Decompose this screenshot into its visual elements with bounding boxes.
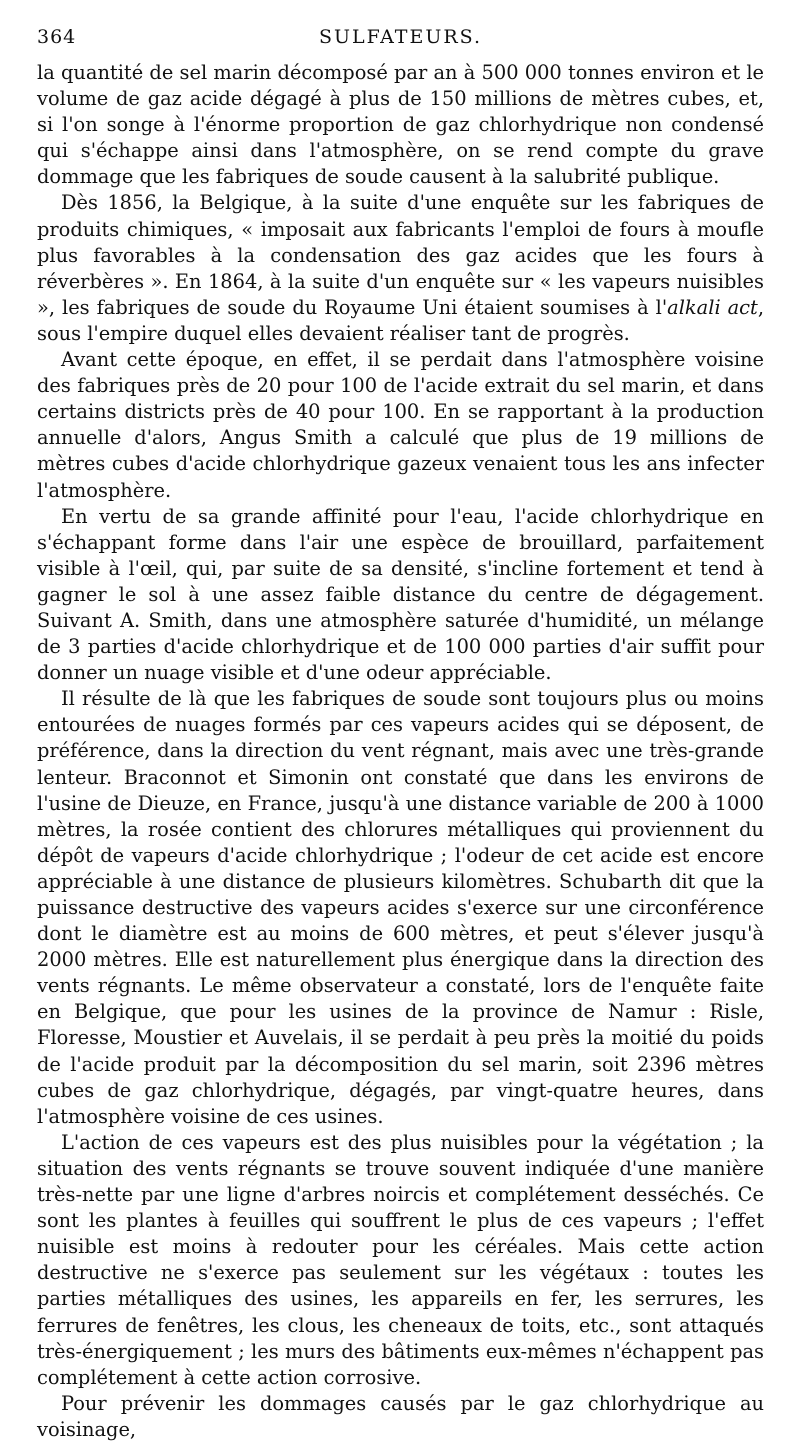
alkali-act-italic: alkali act bbox=[667, 295, 758, 319]
running-head bbox=[37, 26, 764, 60]
body-text bbox=[37, 60, 764, 1443]
paragraph-nuages-acides: Il résulte de là que les fabriques de soude sont toujours plus ou moins entourées de nuages formés par ces vapeurs acides qui se déposent, de préférence, dans la direction du vent régnant, mais avec une très-grande lenteur. Braconnot et Simonin ont constaté que dans les environs de l'usine de Dieuze, en France, jusqu'à une distance variable de 200 à 1000 mètres, la rosée contient des chlorures métalliques qui proviennent du dépôt de vapeurs d'acide chlorhydrique ; l'odeur de cet acide est encore appréciable à une distance de plusieurs kilomètres. Schubarth dit que la puissance destructive des vapeurs acides s'exerce sur une circonférence dont le diamètre est au moins de 600 mètres, et peut s'élever jusqu'à 2000 mètres. Elle est naturellement plus énergique dans la direction des vents régnants. Le même observateur a constaté, lors de l'enquête faite en Belgique, que pour les usines de la province de Namur : Risle, Floresse, Moustier et Auvelais, il se perdait à peu près la moitié du poids de l'acide produit par la décomposition du sel marin, soit 2396 mètres cubes de gaz chlorhydrique, dégagés, par vingt-quatre heures, dans l'atmosphère voisine de ces usines. bbox=[37, 687, 764, 1128]
paragraph-affinite-eau: En vertu de sa grande affinité pour l'eau, l'acide chlorhydrique en s'échappant forme dans l'air une espèce de brouillard, parfaitement visible à l'œil, qui, par suite de sa densité, s'incline fortement et tend à gagner le sol à une assez faible distance du centre de dégagement. Suivant A. Smith, dans une atmosphère saturée d'humidité, un mélange de 3 parties d'acide chlorhydrique et de 100 000 parties d'air suffit pour donner un nuage visible et d'une odeur appréciable. bbox=[37, 504, 764, 685]
paragraph-continuation: la quantité de sel marin décomposé par an à 500 000 tonnes environ et le volume de gaz acide dégagé à plus de 150 millions de mètres cubes, et, si l'on songe à l'énorme proportion de gaz chlorhydrique non condensé qui s'échappe ainsi dans l'atmosphère, on se rend compte du grave dommage que les fabriques de soude causent à la salubrité publique. bbox=[37, 61, 764, 189]
running-title: SULFATEURS. bbox=[318, 26, 483, 48]
paragraph-belgique-1856: Dès 1856, la Belgique, à la suite d'une enquête sur les fabriques de produits chimiques, « imposait aux fabricants l'emploi de fours à moufle plus favorables à la condensation des gaz acides que les fours à réverbères ». En 1864, à la suite d'un enquête sur « les vapeurs nuisibles », les fabriques de soude du Royaume Uni étaient soumises à l'alkali act, sous l'empire duquel elles devaient réaliser tant de progrès. bbox=[37, 191, 764, 345]
page-number: 364 bbox=[37, 26, 77, 48]
paragraph-action-vegetation: L'action de ces vapeurs est des plus nuisibles pour la végétation ; la situation des vents régnants se trouve souvent indiquée d'une manière très-nette par une ligne d'arbres noircis et complétement desséchés. Ce sont les plantes à feuilles qui souffrent le plus de ces vapeurs ; l'effet nuisible est moins à redouter pour les céréales. Mais cette action destructive ne s'exerce pas seulement sur les végétaux : toutes les parties métalliques des usines, les appareils en fer, les serrures, les ferrures de fenêtres, les clous, les cheneaux de toits, etc., sont attaqués très-énergiquement ; les murs des bâtiments eux-mêmes n'échappent pas complétement à cette action corrosive. bbox=[37, 1130, 764, 1389]
paragraph-prevenir-dommages: Pour prévenir les dommages causés par le gaz chlorhydrique au voisinage, bbox=[37, 1391, 764, 1441]
paragraph-avant-cette-epoque: Avant cette époque, en effet, il se perdait dans l'atmosphère voisine des fabriques près de 20 pour 100 de l'acide extrait du sel marin, et dans certains districts près de 40 pour 100. En se rapportant à la production annuelle d'alors, Angus Smith a calculé que plus de 19 millions de mètres cubes d'acide chlorhydrique gazeux venaient tous les ans infecter l'atmosphère. bbox=[37, 348, 764, 502]
